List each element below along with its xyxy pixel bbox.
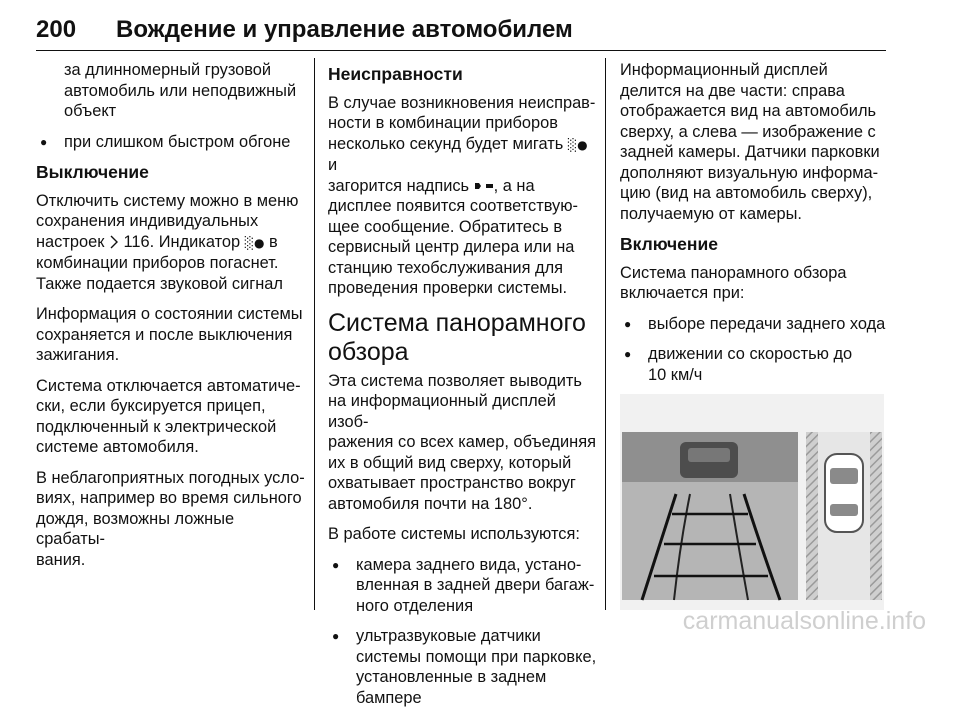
paragraph: Информация о состоянии системы сохраняется и после выключения зажигания. <box>36 305 303 364</box>
paragraph: В работе системы используются: <box>328 525 580 543</box>
watermark: carmanualsonline.info <box>682 607 926 635</box>
page-title: Вождение и управление автомобилем <box>116 16 573 43</box>
page-header <box>36 16 886 50</box>
page-number: 200 <box>36 16 77 43</box>
list-item: ● движении со скоростью до 10 км/ч <box>620 344 890 385</box>
rear-camera-view <box>622 432 798 600</box>
surround-view-display-illustration <box>620 394 884 610</box>
paragraph: Эта система позволяет выводить на информационный дисплей изоб- ражения со всех камер, объединяя их в общий вид сверху, который охватывает пространство вокруг автомобиля почти на 180°. <box>328 371 596 513</box>
section-heading-faults: Неисправности <box>328 64 463 84</box>
list-item: ● при слишком быстром обгоне <box>36 132 306 153</box>
column-1 <box>36 60 306 580</box>
column-3 <box>620 60 890 424</box>
list-item: ● выборе передачи заднего хода <box>620 314 890 335</box>
paragraph: Система панорамного обзора включается при: <box>620 263 847 302</box>
service-wrench-icon <box>474 180 494 192</box>
paragraph: В случае возникновения неисправ- ности в комбинации приборов несколько секунд будет мигать ░● и загорится надпись , а на дисплее появится соответствую- щее сообщение. Обратитесь в сервисный центр дилера или на станцию техобслуживания для проведения проверки системы. <box>328 93 596 297</box>
header-rule <box>36 50 886 51</box>
continued-bullet-text: за длинномерный грузовой автомобиль или неподвижный объект <box>64 61 297 120</box>
paragraph: В неблагоприятных погодных усло- виях, например во время сильного дождя, возможны ложные срабаты- вания. <box>36 468 305 569</box>
section-title-surround-view: Система панорамного обзора <box>328 308 586 366</box>
paragraph: Система отключается автоматиче- ски, если буксируется прицеп, подключенный к электрической системе автомобиля. <box>36 376 301 456</box>
list-item: ● ультразвуковые датчики системы помощи при парковке, установленные в заднем бампере <box>328 626 598 708</box>
park-assist-indicator-icon: ░● <box>567 137 588 152</box>
list-item: ● камера заднего вида, устано- вленная в задней двери багаж- ного отделения <box>328 555 598 617</box>
park-assist-indicator-icon: ░● <box>244 235 265 250</box>
surround-view-svg <box>620 394 884 610</box>
column-divider-2 <box>605 58 606 610</box>
reference-arrow-icon <box>109 235 119 249</box>
car-top-icon <box>825 454 863 532</box>
section-heading-off: Выключение <box>36 162 149 182</box>
top-view <box>806 432 882 600</box>
section-heading-on: Включение <box>620 234 718 254</box>
column-2 <box>328 60 598 718</box>
column-divider-1 <box>314 58 315 610</box>
paragraph: Информационный дисплей делится на две части: справа отображается вид на автомобиль сверху, а слева — изображение с задней камеры. Датчики парковки дополняют визуальную информа- цию (вид на автомобиль сверху), получаемую от камеры. <box>620 61 880 223</box>
paragraph: Отключить систему можно в меню сохранения индивидуальных настроек 116. Индикатор ░● в комбинации приборов погаснет. Также подается звуковой сигнал <box>36 191 299 293</box>
